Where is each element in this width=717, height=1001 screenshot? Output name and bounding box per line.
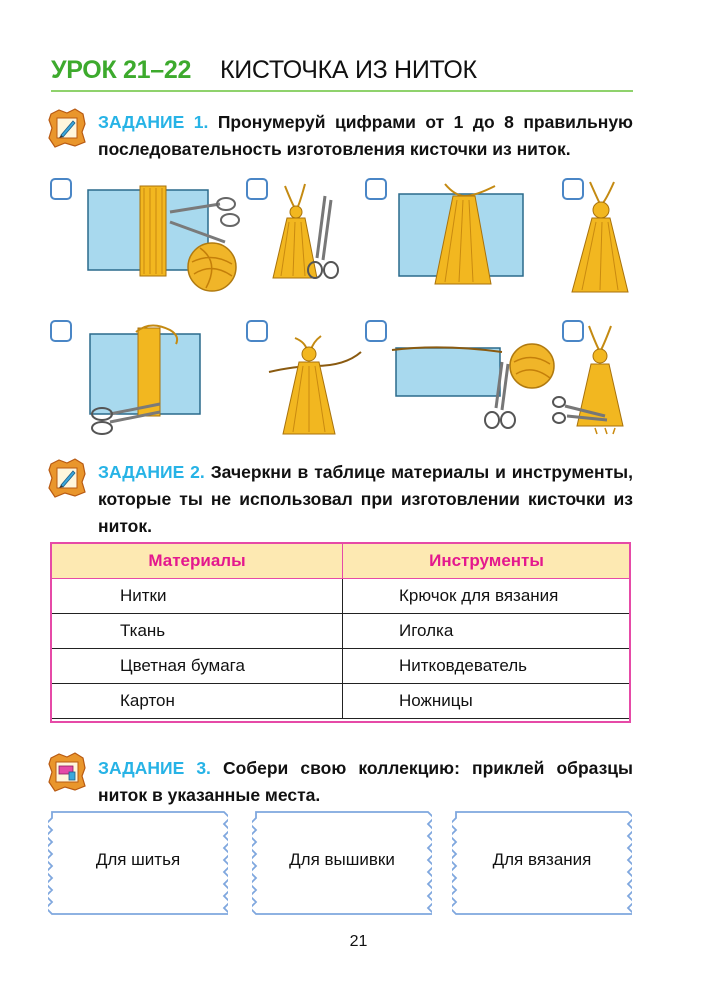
tool-cell[interactable]: Нитковдеватель xyxy=(343,649,631,684)
sample-box-sewing[interactable] xyxy=(48,808,228,918)
table-row xyxy=(52,684,631,719)
step-illustration-1 xyxy=(80,182,245,297)
sample-box-knitting[interactable] xyxy=(452,808,632,918)
task3-label: ЗАДАНИЕ 3. xyxy=(98,758,211,778)
page-number: 21 xyxy=(349,933,368,950)
column-header-tools: Инструменты xyxy=(343,544,631,579)
header-divider xyxy=(51,90,633,92)
task1-instruction: Пронумеруй цифрами от 1 до 8 правильную последовательность изготовления кисточки из ниток. xyxy=(98,112,633,159)
material-cell[interactable]: Ткань xyxy=(52,614,343,649)
task3-text xyxy=(98,755,633,809)
tool-cell[interactable]: Ножницы xyxy=(343,684,631,719)
sample-label: Для вязания xyxy=(492,850,592,869)
table-row xyxy=(52,649,631,684)
step-illustration-8 xyxy=(555,322,640,437)
table-row xyxy=(52,614,631,649)
tool-cell[interactable]: Иголка xyxy=(343,614,631,649)
glue-frame-icon xyxy=(47,752,87,792)
task2-text xyxy=(98,459,633,540)
page-title: КИСТОЧКА ИЗ НИТОК xyxy=(220,56,477,84)
column-header-materials: Материалы xyxy=(52,544,343,579)
step-illustration-3 xyxy=(395,180,530,290)
step-checkbox-1[interactable] xyxy=(50,178,72,200)
material-cell[interactable]: Картон xyxy=(52,684,343,719)
task1-text xyxy=(98,109,633,163)
pen-frame-icon xyxy=(47,108,87,148)
step-checkbox-3[interactable] xyxy=(365,178,387,200)
tool-cell[interactable]: Крючок для вязания xyxy=(343,579,631,614)
task2-label: ЗАДАНИЕ 2. xyxy=(98,462,205,482)
material-cell[interactable]: Цветная бумага xyxy=(52,649,343,684)
lesson-number: УРОК 21–22 xyxy=(51,56,192,84)
step-illustration-5 xyxy=(80,322,245,437)
step-illustration-7 xyxy=(392,322,557,437)
task2-instruction: Зачеркни в таблице материалы и инструменты, которые ты не использовал при изготовлении кисточки из ниток. xyxy=(98,462,633,536)
step-illustration-4 xyxy=(568,180,638,295)
sample-box-embroidery[interactable] xyxy=(252,808,432,918)
materials-tools-table xyxy=(51,543,631,719)
sample-label: Для шитья xyxy=(95,850,181,869)
step-illustration-6 xyxy=(265,322,365,437)
table-row xyxy=(52,579,631,614)
step-checkbox-5[interactable] xyxy=(50,320,72,342)
material-cell[interactable]: Нитки xyxy=(52,579,343,614)
step-checkbox-7[interactable] xyxy=(365,320,387,342)
task1-label: ЗАДАНИЕ 1. xyxy=(98,112,209,132)
table-header-row xyxy=(52,544,631,579)
pen-frame-icon xyxy=(47,458,87,498)
sample-label: Для вышивки xyxy=(289,850,395,869)
task3-instruction: Собери свою коллекцию: приклей образцы ниток в указанные места. xyxy=(98,758,633,805)
step-illustration-2 xyxy=(265,178,355,288)
